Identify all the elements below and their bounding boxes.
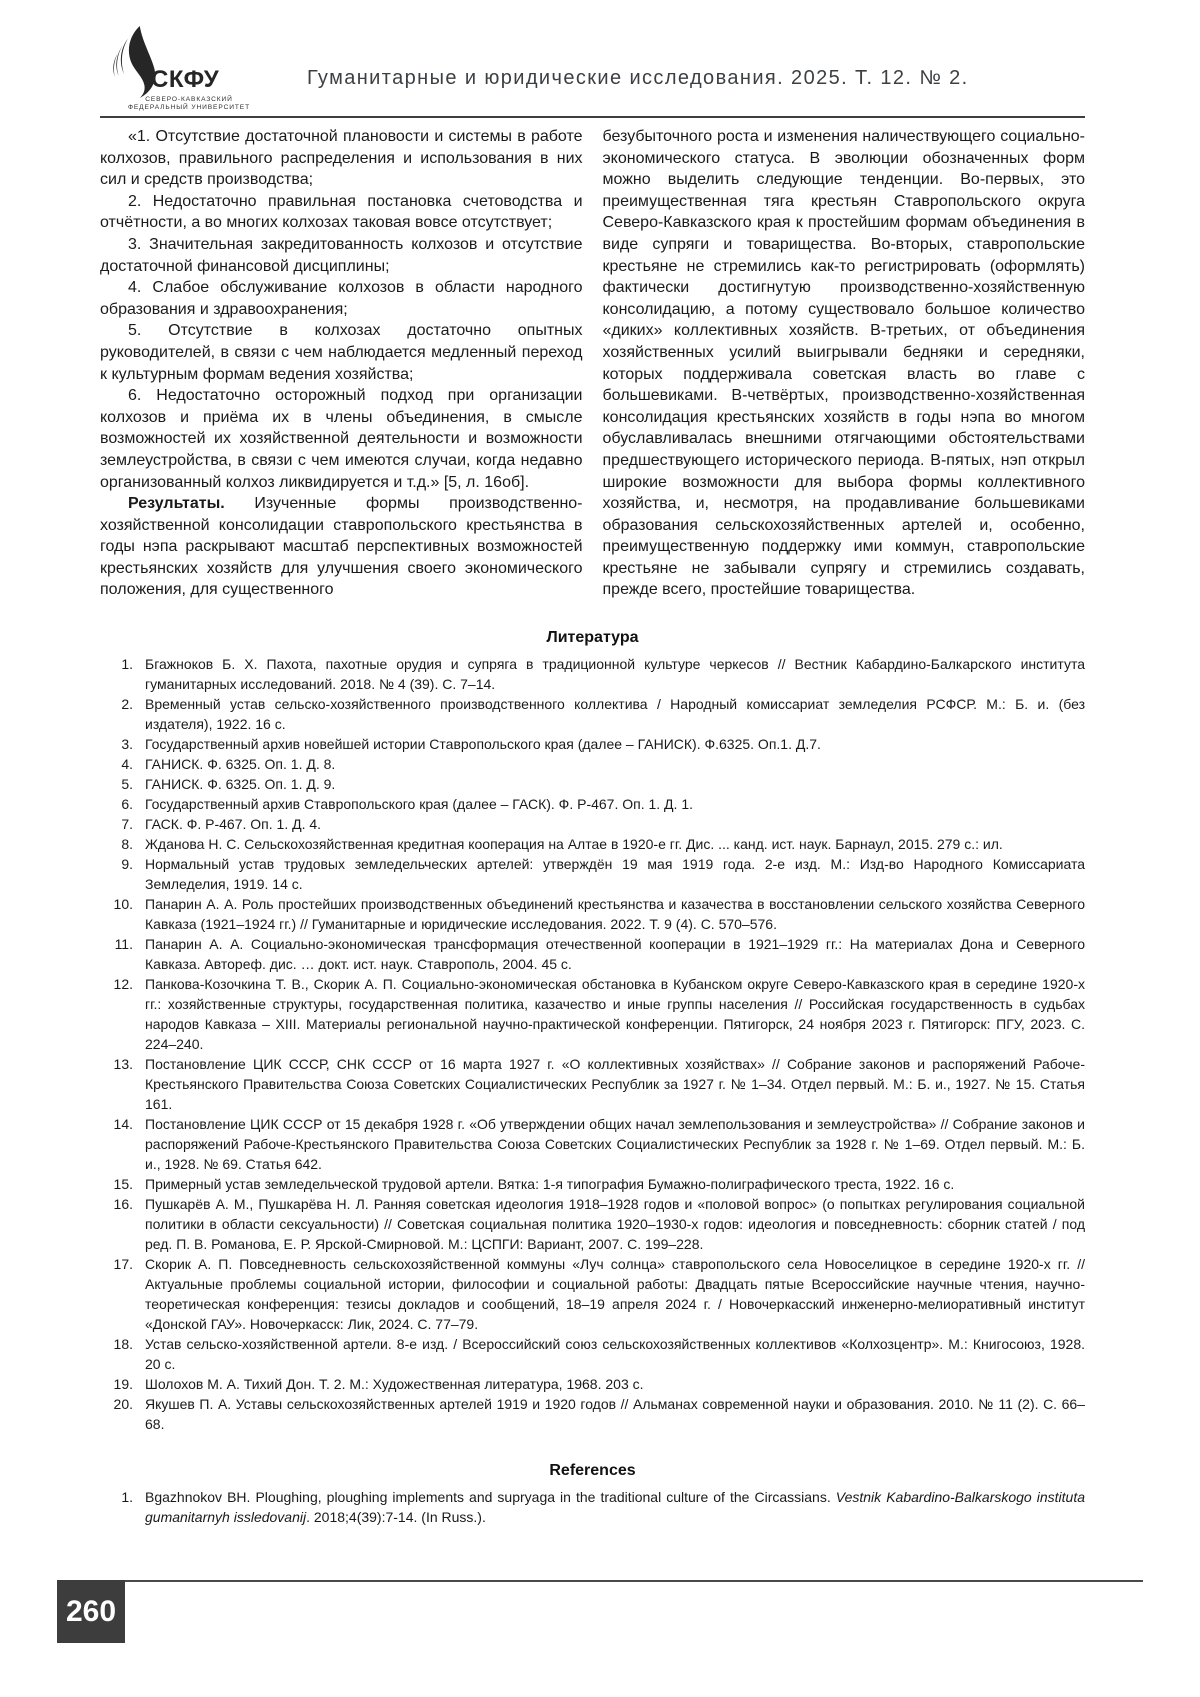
text: безубыточного роста и изменения наличествующего социально-экономического статуса. В эволюции обозначенных форм можно выделить следующие тенденции. Во-первых, это преимущественная тяга крестьян Ставропольского округа Северо-Кавказского края к простейшим формам объединения в виде супряги и товарищества. Во-вторых, ставропольские крестьяне не стремились как-то регистрировать (оформлять) фактически достигнутую производственно-хозяйственную консолидацию, а потому существовало большое количество «диких» коллективных хозяйств. В-третьих, от объединения хозяйственных усилий выигрывали бедняки и середняки, которых поддерживала советская власть во главе с большевиками. В-четвёртых, производственно-хозяйственная консолидация крестьянских хозяйств в годы нэпа во многом обуславливалась внешними отягчающими обстоятельствами предшествующего исторического периода. В-пятых, нэп открыл широкие возможности для выбора формы коллективного хозяйства, и, несмотря, на продавливание большевиками образования сельскохозяйственных артелей и, особенно, преимущественную поддержку ими коммун, ставропольские крестьяне не забывали супрягу и стремились создавать, прежде всего, простейшие товарищества.	[602, 128, 1085, 599]
reference-item	[100, 734, 1085, 754]
reference-text: Постановление ЦИК СССР от 15 декабря 1928 г. «Об утверждении общих начал землепользования и землеустройства» // Собрание законов и распоряжений Рабоче-Крестьянского Правительства Союза Советских Социалистических Республик за 1928 г. № 1–69. Отдел первый. М.: Б. и., 1928. № 69. Статья 642.	[145, 1116, 1085, 1173]
reference-number: 17.	[113, 1256, 133, 1273]
reference-number: 20.	[113, 1396, 133, 1413]
skfu-logo	[103, 26, 275, 112]
reference-number: 18.	[113, 1336, 133, 1353]
page-number-badge	[57, 1580, 125, 1643]
reference-text: Постановление ЦИК СССР, СНК СССР от 16 марта 1927 г. «О коллективных хозяйствах» // Собрание законов и распоряжений Рабоче-Крестьянского Правительства Союза Советских Социалистических Республик за 1927 г. № 1–34. Отдел первый. М.: Б. и., 1927. № 15. Статья 161.	[145, 1056, 1085, 1113]
right-column	[603, 126, 1086, 601]
text: Изученные формы производственно-хозяйственной консолидации ставропольского крестьянства в годы нэпа раскрывают масштаб перспективных возможностей крестьянских хозяйств для улучшения своего экономического положения, для существенного	[100, 495, 583, 599]
reference-text: Панарин А. А. Роль простейших производственных объединений крестьянства и казачества в восстановлении сельского хозяйства Северного Кавказа (1921–1924 гг.) // Гуманитарные и юридические исследования. 2022. Т. 9 (4). С. 570–576.	[145, 896, 1085, 933]
reference-number: 9.	[121, 856, 133, 873]
reference-text: Временный устав сельско-хозяйственного производственного коллектива / Народный комиссариат земледелия РСФСР. М.: Б. и. (без издателя), 1922. 16 с.	[145, 696, 1085, 733]
reference-item	[100, 1174, 1085, 1194]
reference-text: ГАСК. Ф. Р-467. Оп. 1. Д. 4.	[145, 816, 322, 833]
reference-number: 2.	[121, 696, 133, 713]
reference-text	[145, 1487, 1085, 1527]
reference-item	[100, 974, 1085, 1054]
paragraph	[100, 320, 583, 385]
reference-number: 5.	[121, 776, 133, 793]
reference-text: Жданова Н. С. Сельскохозяйственная кредитная кооперация на Алтае в 1920-е гг. Дис. ... канд. ист. наук. Барнаул, 2015. 279 с.: ил.	[145, 836, 1003, 853]
reference-number: 3.	[121, 736, 133, 753]
reference-item	[100, 1194, 1085, 1254]
reference-number: 10.	[113, 896, 133, 913]
reference-item	[100, 1054, 1085, 1114]
logo-caption-line1: СЕВЕРО-КАВКАЗСКИЙ	[145, 96, 233, 103]
reference-text: Государственный архив Ставропольского края (далее – ГАСК). Ф. Р-467. Оп. 1. Д. 1.	[145, 796, 693, 813]
page-header	[0, 0, 1200, 112]
reference-item	[100, 794, 1085, 814]
reference-text: Государственный архив новейшей истории Ставропольского края (далее – ГАНИСК). Ф.6325. Оп.1. Д.7.	[145, 736, 821, 753]
reference-text: Панкова-Козочкина Т. В., Скорик А. П. Социально-экономическая обстановка в Кубанском округе Северо-Кавказского края в середине 1920-х гг.: хозяйственные структуры, государственная политика, казачество и иные группы населения // Российская государственность в судьбах народов Кавказа – XIII. Материалы региональной научно-практической конференции. Пятигорск, 24 ноября 2023 г. Пятигорск: ПГУ, 2023. С. 224–240.	[145, 976, 1085, 1053]
reference-text: Шолохов М. А. Тихий Дон. Т. 2. М.: Художественная литература, 1968. 203 с.	[145, 1376, 644, 1393]
literature-heading: Литература	[546, 629, 639, 647]
paragraph	[603, 126, 1086, 601]
text: 5. Отсутствие в колхозах достаточно опытных руководителей, в связи с чем наблюдается медленный переход к культурным формам ведения хозяйства;	[100, 322, 583, 383]
reference-number: 4.	[121, 756, 133, 773]
reference-item	[100, 934, 1085, 974]
paragraph	[100, 493, 583, 601]
bold-text: Результаты.	[128, 495, 225, 513]
reference-text: ГАНИСК. Ф. 6325. Оп. 1. Д. 9.	[145, 776, 336, 793]
reference-item	[100, 894, 1085, 934]
reference-number: 11.	[114, 936, 133, 953]
paragraph	[100, 191, 583, 234]
reference-number: 7.	[121, 816, 133, 833]
reference-item	[100, 1254, 1085, 1334]
header-divider	[100, 116, 1085, 118]
reference-text: Панарин А. А. Социально-экономическая трансформация отечественной кооперации в 1921–1929 гг.: На материалах Дона и Северного Кавказа. Автореф. дис. … докт. ист. наук. Ставрополь, 2004. 45 с.	[145, 936, 1085, 973]
reference-item	[100, 694, 1085, 734]
text: 2. Недостаточно правильная постановка счетоводства и отчётности, а во многих колхозах таковая вовсе отсутствует;	[100, 192, 583, 232]
reference-item	[100, 1394, 1085, 1434]
logo-caption	[103, 96, 275, 112]
text: . 2018;4(39):7-14. (In Russ.).	[306, 1509, 486, 1526]
reference-text: Нормальный устав трудовых земледельческих артелей: утверждён 19 мая 1919 года. 2-е изд. М.: Изд-во Народного Комиссариата Земледелия, 1919. 14 с.	[145, 856, 1085, 893]
reference-item	[100, 1374, 1085, 1394]
reference-number: 1.	[121, 656, 133, 673]
reference-number: 15.	[113, 1176, 133, 1193]
reference-item	[100, 1334, 1085, 1374]
reference-text: Скорик А. П. Повседневность сельскохозяйственной коммуны «Луч солнца» ставропольского села Новоселицкое в середине 1920-х гг. // Актуальные проблемы социальной истории, философии и социальной работы: Двадцать пятые Всероссийские научные чтения, научно-теоретическая конференция: тезисы докладов и сообщений, 18–19 апреля 2024 г. / Новочеркасский инженерно-мелиоративный институт «Донской ГАУ». Новочеркасск: Лик, 2024. С. 77–79.	[145, 1256, 1085, 1333]
reference-number: 14.	[113, 1116, 133, 1133]
text: 3. Значительная закредитованность колхозов и отсутствие достаточной финансовой дисциплины;	[100, 235, 583, 275]
reference-number: 19.	[113, 1376, 133, 1393]
logo-acronym: СКФУ	[151, 66, 220, 93]
footer-divider	[125, 1580, 1143, 1582]
reference-text: Бгажноков Б. Х. Пахота, пахотные орудия и супряга в традиционной культуре черкесов // Вестник Кабардино-Балкарского института гуманитарных исследований. 2018. № 4 (39). С. 7–14.	[145, 656, 1085, 693]
reference-item	[100, 1114, 1085, 1174]
literature-list	[100, 654, 1085, 1434]
reference-item	[100, 1487, 1085, 1527]
article-body	[100, 126, 1085, 601]
reference-number: 16.	[113, 1196, 133, 1213]
paragraph	[100, 234, 583, 277]
left-column	[100, 126, 583, 601]
reference-text: Пушкарёв А. М., Пушкарёва Н. Л. Ранняя советская идеология 1918–1928 годов и «половой вопрос» (о попытках регулирования социальной политики в области сексуальности) // Советская социальная политика 1920–1930-х годов: идеология и повседневность: сборник статей / под ред. П. В. Романова, Е. Р. Ярской-Смирновой. М.: ЦСПГИ: Вариант, 2007. С. 199–228.	[145, 1196, 1085, 1253]
reference-text: Якушев П. А. Уставы сельскохозяйственных артелей 1919 и 1920 годов // Альманах современной науки и образования. 2010. № 11 (2). С. 66–68.	[145, 1396, 1085, 1433]
text: 4. Слабое обслуживание колхозов в области народного образования и здравоохранения;	[100, 279, 583, 318]
reference-number: 13.	[113, 1056, 133, 1073]
text: «1. Отсутствие достаточной плановости и системы в работе колхозов, правильного распределения и использования в них сил и средств производства;	[100, 128, 583, 189]
reference-number: 8.	[121, 836, 133, 853]
paragraph	[100, 385, 583, 493]
logo-caption-line2: ФЕДЕРАЛЬНЫЙ УНИВЕРСИТЕТ	[127, 104, 251, 111]
reference-item	[100, 754, 1085, 774]
reference-item	[100, 654, 1085, 694]
reference-text: Примерный устав земледельческой трудовой артели. Вятка: 1-я типография Бумажно-полиграфического треста, 1922. 16 с.	[145, 1176, 955, 1193]
reference-number: 12.	[113, 976, 133, 993]
reference-item	[100, 814, 1085, 834]
text: Bgazhnokov BH. Ploughing, ploughing implements and supryaga in the traditional culture of the Circassians.	[145, 1489, 836, 1506]
paragraph	[100, 126, 583, 191]
text: 6. Недостаточно осторожный подход при организации колхозов и приёма их в члены объединения, в смысле возможностей их хозяйственной деятельности и возможности землеустройства, в связи с чем имеются случаи, когда недавно организованный колхоз ликвидируется и т.д.» [5, л. 16об].	[100, 387, 583, 491]
reference-number: 6.	[121, 796, 133, 813]
paragraph	[100, 277, 583, 320]
reference-text: Устав сельско-хозяйственной артели. 8-е изд. / Всероссийский союз сельскохозяйственных коллективов «Колхозцентр». М.: Книгосоюз, 1928. 20 с.	[145, 1336, 1085, 1373]
italic-text: Vestnik Kabardino-Balkarskogo instituta gumanitarnyh issledovanij	[145, 1489, 1086, 1526]
references-list	[100, 1487, 1085, 1527]
reference-text: ГАНИСК. Ф. 6325. Оп. 1. Д. 8.	[145, 756, 336, 773]
reference-item	[100, 774, 1085, 794]
references-heading: References	[549, 1462, 636, 1480]
reference-item	[100, 834, 1085, 854]
journal-title: Гуманитарные и юридические исследования. 2025. Т. 12. № 2.	[307, 66, 969, 89]
page-number: 260	[65, 1594, 117, 1628]
reference-item	[100, 854, 1085, 894]
reference-number: 1.	[121, 1489, 133, 1506]
